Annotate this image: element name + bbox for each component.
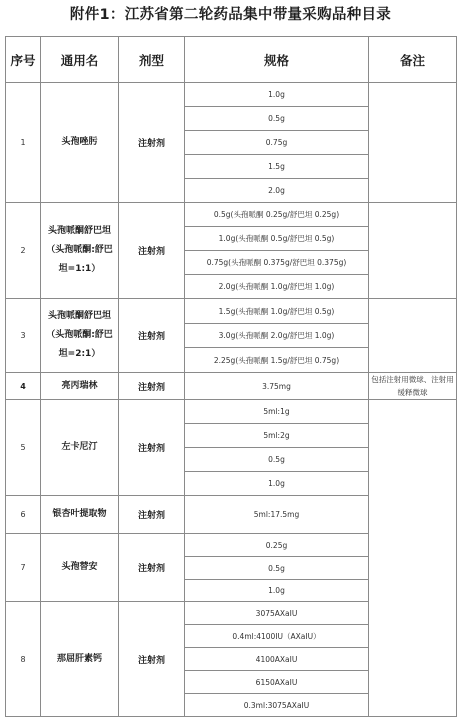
- spec-line: 0.5g: [185, 106, 368, 130]
- catalog-table: [5, 36, 457, 717]
- spec-list: [185, 299, 368, 372]
- table-row: [6, 299, 457, 373]
- row-name: 头孢唑肟: [41, 83, 119, 203]
- spec-line: 0.75g(头孢哌酮 0.375g/舒巴坦 0.375g): [185, 250, 368, 274]
- spec-list: [185, 400, 368, 495]
- row-seq: 2: [6, 203, 41, 299]
- header-form: 剂型: [119, 37, 185, 83]
- row-name: 头孢哌酮舒巴坦（头孢哌酮:舒巴坦=2:1）: [41, 299, 119, 373]
- spec-line: 5ml:2g: [185, 423, 368, 447]
- spec-line: 3075AXaIU: [255, 608, 298, 618]
- spec-line: 1.0g: [185, 579, 368, 601]
- row-name: 那屈肝素钙: [41, 602, 119, 717]
- spec-list: [185, 496, 368, 533]
- row-form: 注射剂: [119, 373, 185, 400]
- spec-line: 1.0g: [185, 471, 368, 495]
- row-specs: [185, 534, 369, 602]
- spec-line: 1.0g: [268, 90, 285, 99]
- spec-line: 2.0g: [185, 178, 368, 202]
- spec-line: 6150AXaIU: [185, 670, 368, 693]
- row-seq: 6: [6, 496, 41, 534]
- spec-list: [185, 83, 368, 202]
- row-seq: 4: [6, 373, 41, 400]
- row-form: 注射剂: [119, 83, 185, 203]
- spec-line: 3.75mg: [262, 381, 291, 391]
- table-body: [6, 83, 457, 717]
- table-row: [6, 203, 457, 299]
- spec-list: [185, 203, 368, 298]
- spec-line: 1.0g(头孢哌酮 0.5g/舒巴坦 0.5g): [185, 226, 368, 250]
- row-name: 亮丙瑞林: [41, 373, 119, 400]
- row-note: [369, 299, 457, 373]
- spec-line: 3.0g(头孢哌酮 2.0g/舒巴坦 1.0g): [185, 323, 368, 347]
- header-seq: 序号: [6, 37, 41, 83]
- row-form: 注射剂: [119, 400, 185, 496]
- row-seq: 1: [6, 83, 41, 203]
- table-row: [6, 373, 457, 400]
- spec-line: 1.5g(头孢哌酮 1.0g/舒巴坦 0.5g): [218, 306, 335, 316]
- row-name: 头孢哌酮舒巴坦（头孢哌酮:舒巴坦=1:1）: [41, 203, 119, 299]
- row-seq: 8: [6, 602, 41, 717]
- spec-line: 0.5g(头孢哌酮 0.25g/舒巴坦 0.25g): [213, 210, 340, 219]
- row-specs: [185, 373, 369, 400]
- row-form: 注射剂: [119, 299, 185, 373]
- spec-list: [185, 534, 368, 601]
- table-row: [6, 83, 457, 203]
- row-seq: 7: [6, 534, 41, 602]
- row-seq: 3: [6, 299, 41, 373]
- spec-line: 1.5g: [185, 154, 368, 178]
- row-specs: [185, 203, 369, 299]
- table-row: [6, 400, 457, 496]
- row-name: 左卡尼汀: [41, 400, 119, 496]
- row-seq: 5: [6, 400, 41, 496]
- header-spec: 规格: [185, 37, 369, 83]
- table-header-row: [6, 37, 457, 83]
- header-name: 通用名: [41, 37, 119, 83]
- row-specs: [185, 400, 369, 496]
- row-name: 银杏叶提取物: [41, 496, 119, 534]
- spec-list: [185, 602, 368, 716]
- row-name: 头孢替安: [41, 534, 119, 602]
- row-specs: [185, 83, 369, 203]
- spec-line: 4100AXaIU: [185, 647, 368, 670]
- row-note: [369, 400, 457, 717]
- row-form: 注射剂: [119, 496, 185, 534]
- row-specs: [185, 496, 369, 534]
- spec-line: 0.5g: [185, 447, 368, 471]
- spec-line: 0.75g: [185, 130, 368, 154]
- spec-line: 5ml:17.5mg: [253, 510, 300, 519]
- spec-line: 2.25g(头孢哌酮 1.5g/舒巴坦 0.75g): [185, 347, 368, 372]
- spec-line: 2.0g(头孢哌酮 1.0g/舒巴坦 1.0g): [185, 274, 368, 298]
- row-note: [369, 203, 457, 299]
- document-title: 附件1：江苏省第二轮药品集中带量采购品种目录: [69, 7, 392, 23]
- header-note: 备注: [369, 37, 457, 83]
- row-form: 注射剂: [119, 534, 185, 602]
- spec-line: 5ml:1g: [263, 407, 290, 416]
- row-note: [369, 83, 457, 203]
- spec-line: 0.3ml:3075AXaIU: [185, 693, 368, 716]
- row-form: 注射剂: [119, 203, 185, 299]
- spec-list: [185, 375, 368, 398]
- row-specs: [185, 299, 369, 373]
- spec-line: 0.4ml:4100IU（AXaIU）: [185, 624, 368, 647]
- row-specs: [185, 602, 369, 717]
- row-form: 注射剂: [119, 602, 185, 717]
- spec-line: 0.5g: [185, 556, 368, 579]
- spec-line: 0.25g: [265, 540, 288, 550]
- row-note: 包括注射用微球、注射用缓释微球: [369, 373, 457, 400]
